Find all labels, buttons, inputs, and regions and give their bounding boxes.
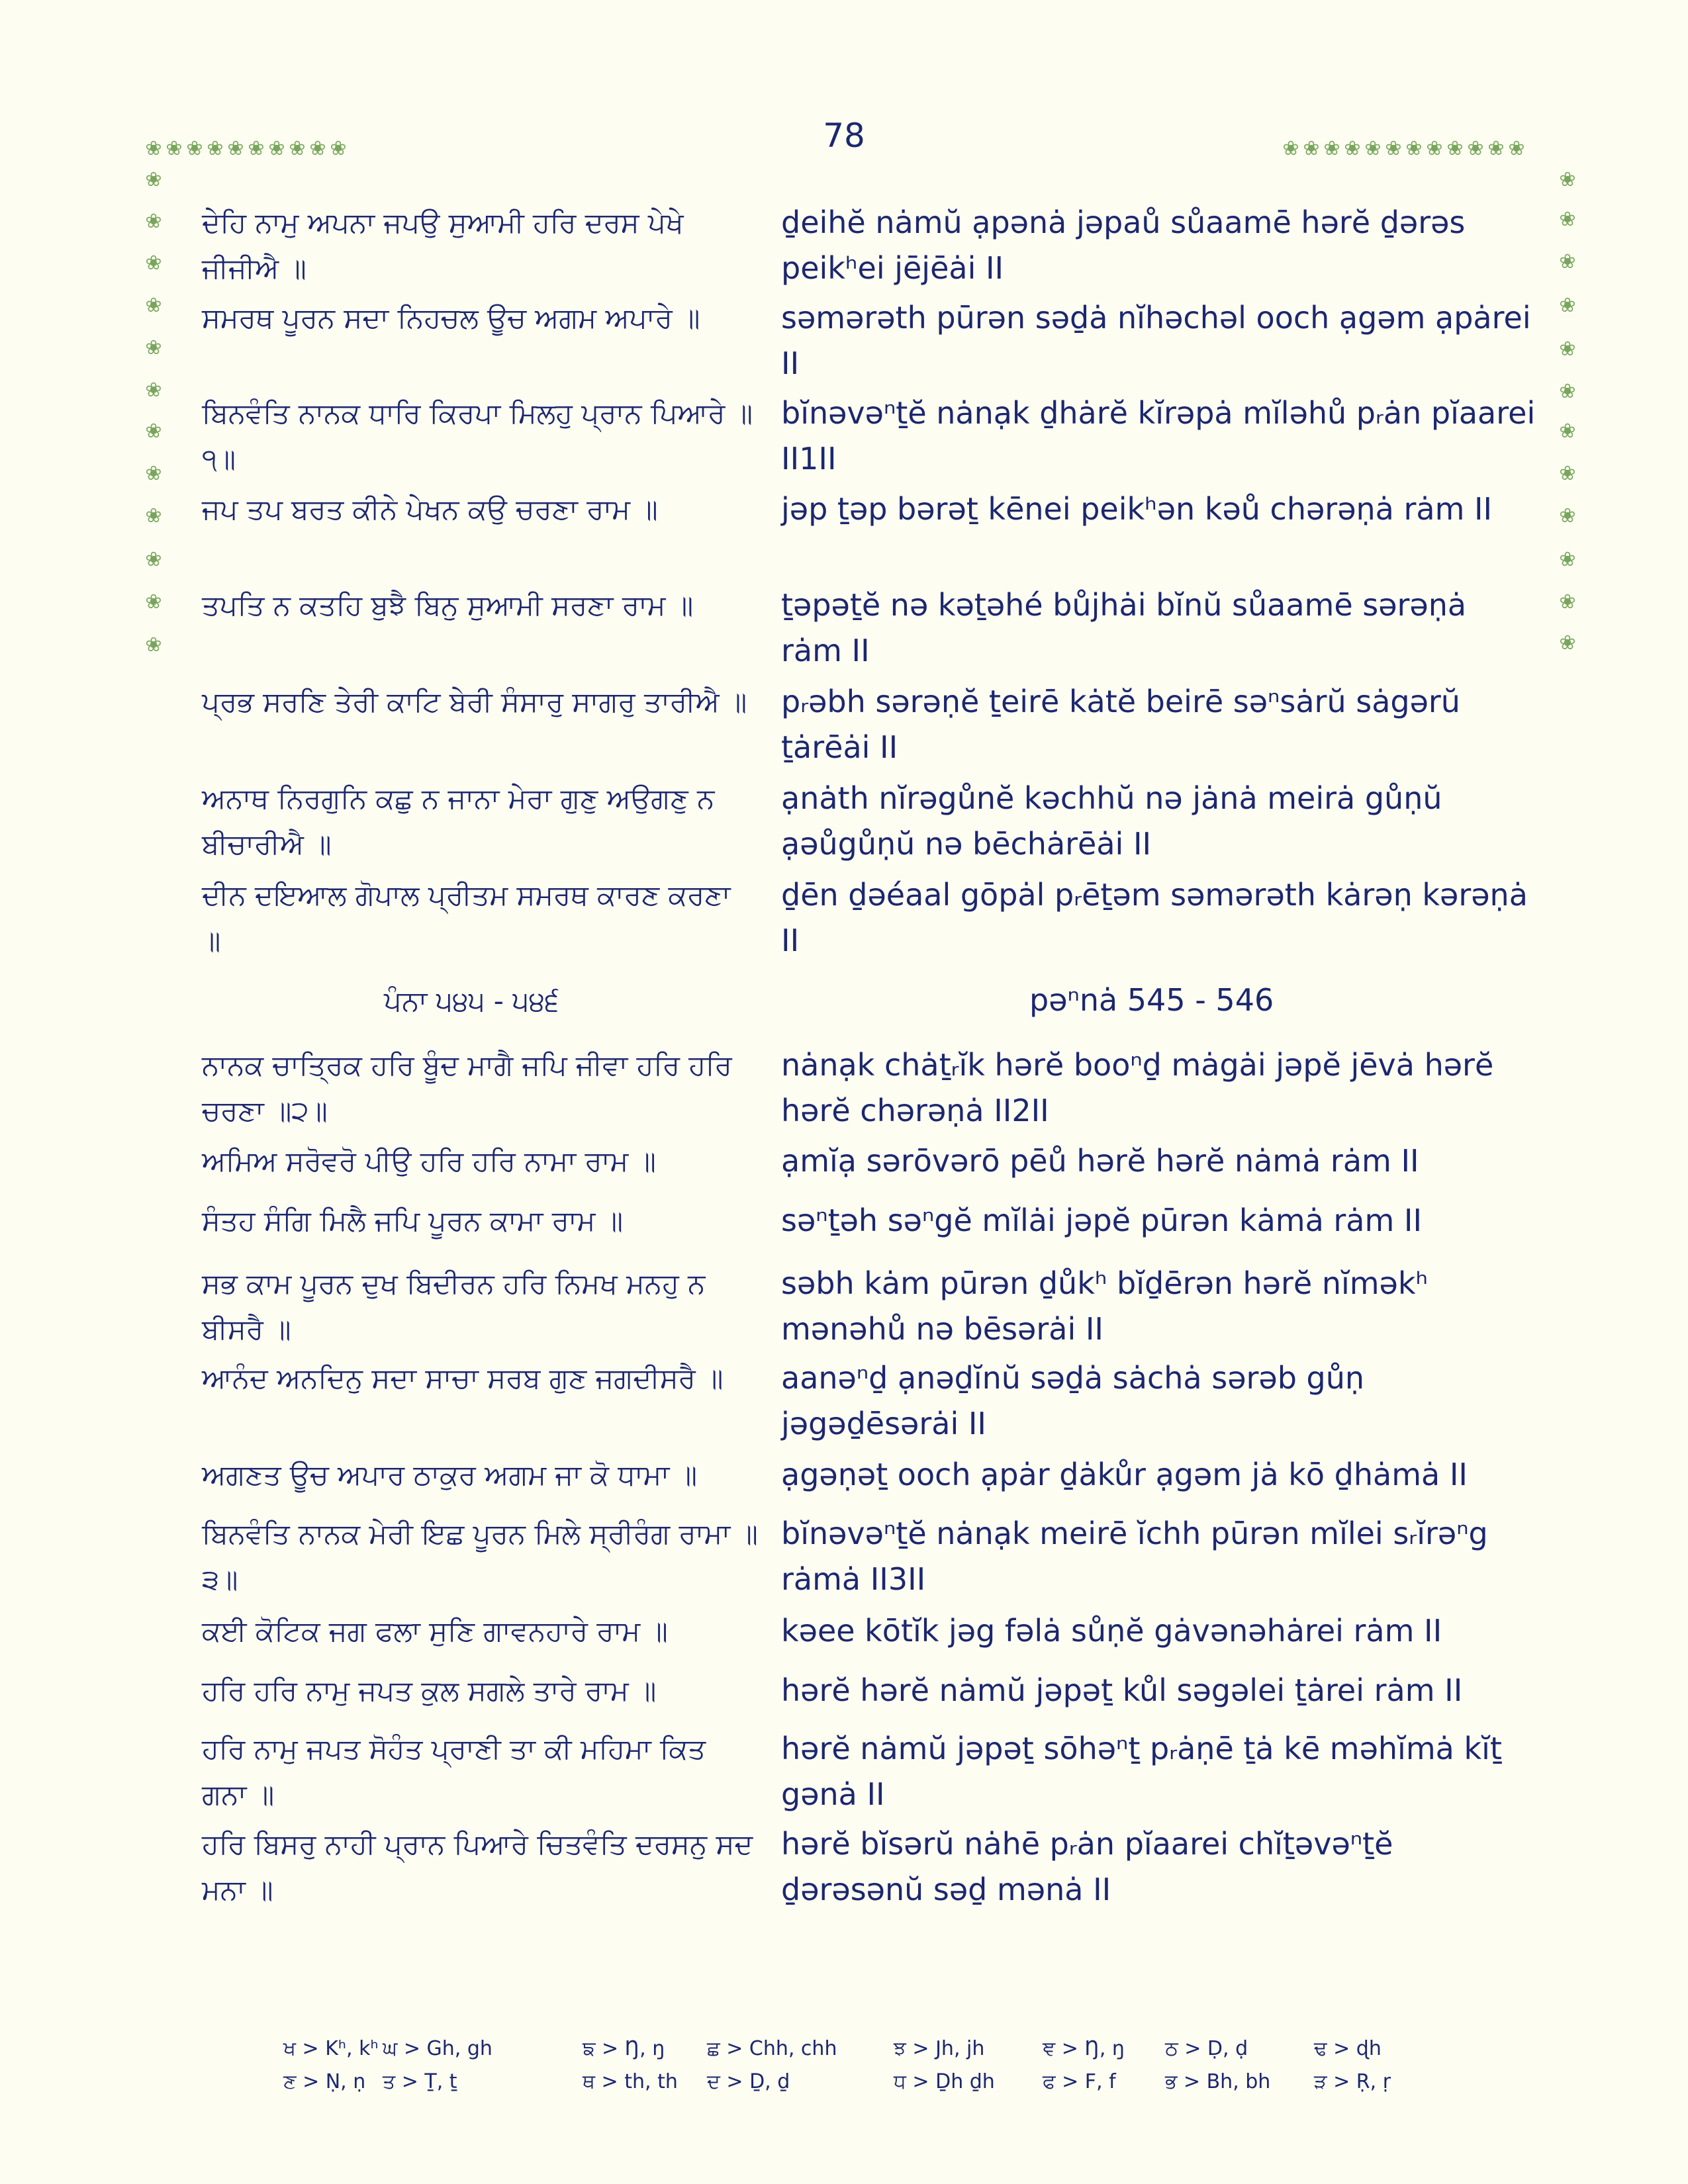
- flower-icon: ❀: [1559, 420, 1576, 443]
- verse-gurmukhi: ਸਮਰਥ ਪੂਰਨ ਸਦਾ ਨਿਹਚਲ ਊਚ ਅਗਮ ਅਪਾਰੇ ॥: [202, 302, 700, 334]
- verse-gurmukhi: ਸਭ ਕਾਮ ਪੂਰਨ ਦੁਖ ਬਿਦੀਰਨ ਹਰਿ ਨਿਮਖ ਮਨਹੁ ਨ ਬੀਸਰੈ ॥: [202, 1267, 706, 1345]
- flower-icon: ❀: [1559, 504, 1576, 527]
- verse-gurmukhi: ਜਪ ਤਪ ਬਰਤ ਕੀਨੇ ਪੇਖਨ ਕਉ ਚਰਣਾ ਰਾਮ ॥: [202, 493, 658, 525]
- flower-icon: ❀: [227, 137, 244, 160]
- legend-item: ਛ > Chh, chh: [707, 2037, 837, 2060]
- flower-icon: ❀: [145, 504, 162, 527]
- flower-icon: ❀: [1559, 294, 1576, 317]
- flower-icon: ❀: [1508, 137, 1525, 160]
- verse-gurmukhi: ਪ੍ਰਭ ਸਰਣਿ ਤੇਰੀ ਕਾਟਿ ਬੇਰੀ ਸੰਸਾਰੁ ਸਾਗਰੁ ਤਾਰੀਐ ॥: [202, 686, 747, 718]
- legend-item: ੜ > Ṛ, ṛ: [1314, 2070, 1391, 2093]
- flower-icon: ❀: [1405, 137, 1423, 160]
- flower-icon: ❀: [145, 336, 162, 359]
- flower-icon: ❀: [1344, 137, 1361, 160]
- flower-icon: ❀: [145, 590, 162, 614]
- verse-transliteration: ạmĭạ sərōvərō pēů hərĕ hərĕ nȧmȧ rȧm II: [781, 1143, 1419, 1179]
- flower-icon: ❀: [1426, 137, 1443, 160]
- verse-transliteration: ḏeihĕ nȧmŭ ạpənȧ jəpaů sůaamē hərĕ ḏərəs peikʰei jējēȧi II: [781, 205, 1466, 286]
- flower-icon: ❀: [1303, 137, 1320, 160]
- verse-gurmukhi: ਅਗਣਤ ਊਚ ਅਪਾਰ ਠਾਕੁਰ ਅਗਮ ਜਾ ਕੋ ਧਾਮਾ ॥: [202, 1459, 698, 1491]
- flower-icon: ❀: [1559, 590, 1576, 614]
- verse-gurmukhi: ਹਰਿ ਹਰਿ ਨਾਮੁ ਜਪਤ ਕੁਲ ਸਗਲੇ ਤਾਰੇ ਰਾਮ ॥: [202, 1674, 657, 1707]
- flower-icon: ❀: [1559, 250, 1576, 273]
- verse-gurmukhi: ਹਰਿ ਬਿਸਰੁ ਨਾਹੀ ਪ੍ਰਾਨ ਪਿਆਰੇ ਚਿਤਵੰਤਿ ਦਰਸਨੁ ਸਦ ਮਨਾ ॥: [202, 1828, 753, 1906]
- flower-icon: ❀: [289, 137, 306, 160]
- flower-icon: ❀: [1559, 338, 1576, 361]
- verse-gurmukhi: ਦੀਨ ਦਇਆਲ ਗੋਪਾਲ ਪ੍ਰੀਤਮ ਸਮਰਥ ਕਾਰਣ ਕਰਣਾ ॥: [202, 879, 731, 957]
- flower-icon: ❀: [1446, 137, 1464, 160]
- verse-gurmukhi: ਕਈ ਕੋਟਿਕ ਜਗ ਫਲਾ ਸੁਣਿ ਗਾਵਨਹਾਰੇ ਰਾਮ ॥: [202, 1615, 668, 1647]
- flower-icon: ❀: [145, 294, 162, 317]
- flower-icon: ❀: [145, 210, 162, 233]
- legend-item: ਢ > ɖh: [1314, 2037, 1382, 2060]
- verse-transliteration: bĭnəvəⁿṯĕ nȧnạk meirē ĭchh pūrən mĭlei sᵣĭrəⁿg rȧmȧ II3II: [781, 1516, 1488, 1597]
- flower-icon: ❀: [145, 633, 162, 657]
- page-ref-gurmukhi: ਪੰਨਾ ੫੪੫ - ੫੪੬: [384, 985, 559, 1017]
- verse-transliteration: ḏēn ḏəéaal gōpȧl pᵣēṯəm səmərəth kȧrəṇ kərəṇȧ II: [781, 877, 1528, 958]
- legend-item: ਠ > Ḍ, ḍ: [1165, 2037, 1248, 2060]
- legend-item: ਘ > Gh, gh: [383, 2037, 492, 2060]
- legend-item: ਫ > F, f: [1043, 2070, 1116, 2093]
- legend-item: ਤ > Ṯ, ṯ: [383, 2070, 457, 2093]
- flower-icon: ❀: [145, 379, 162, 402]
- flower-icon: ❀: [145, 462, 162, 485]
- flower-icon: ❀: [1282, 137, 1299, 160]
- verse-gurmukhi: ਹਰਿ ਨਾਮੁ ਜਪਤ ਸੋਹੰਤ ਪ੍ਰਾਣੀ ਤਾ ਕੀ ਮਹਿਮਾ ਕਿਤ ਗਨਾ ॥: [202, 1733, 706, 1811]
- legend-item: ਭ > Bh, bh: [1165, 2070, 1271, 2093]
- flower-icon: ❀: [145, 137, 162, 160]
- page-number: 78: [823, 116, 865, 155]
- flower-icon: ❀: [1323, 137, 1340, 160]
- flower-icon: ❀: [145, 548, 162, 571]
- flower-icon: ❀: [1559, 462, 1576, 485]
- verse-gurmukhi: ਆਨੰਦ ਅਨਦਿਨੁ ਸਦਾ ਸਾਚਾ ਸਰਬ ਗੁਣ ਜਗਦੀਸਰੈ ॥: [202, 1362, 724, 1394]
- flower-icon: ❀: [145, 168, 162, 191]
- flower-icon: ❀: [1364, 137, 1382, 160]
- verse-gurmukhi: ਸੰਤਹ ਸੰਗਿ ਮਿਲੈ ਜਪਿ ਪੂਰਨ ਕਾਮਾ ਰਾਮ ॥: [202, 1205, 624, 1237]
- verse-transliteration: hərĕ nȧmŭ jəpəṯ sōhəⁿṯ pᵣȧṇē ṯȧ kē məhĭmȧ kĭṯ gənȧ II: [781, 1731, 1502, 1812]
- verse-transliteration: səmərəth pūrən səḏȧ nĭhəchəl ooch ạgəm ạpȧrei II: [781, 300, 1531, 381]
- verse-transliteration: nȧnạk chȧṯᵣĭk hərĕ booⁿḏ mȧgȧi jəpĕ jēvȧ hərĕ hərĕ chərəṇȧ II2II: [781, 1047, 1494, 1128]
- legend-item: ਥ > th, th: [583, 2070, 678, 2093]
- flower-icon: ❀: [1559, 631, 1576, 655]
- flower-icon: ❀: [1385, 137, 1402, 160]
- flower-icon: ❀: [1559, 548, 1576, 571]
- verse-gurmukhi: ਬਿਨਵੰਤਿ ਨਾਨਕ ਮੇਰੀ ਇਛ ਪੂਰਨ ਮਿਲੇ ਸ੍ਰੀਰੰਗ ਰਾਮਾ ॥੩॥: [202, 1518, 758, 1596]
- legend-item: ਞ > Ŋ, ŋ: [1043, 2037, 1125, 2060]
- verse-gurmukhi: ਨਾਨਕ ਚਾਤ੍ਰਿਕ ਹਰਿ ਬੂੰਦ ਮਾਗੈ ਜਪਿ ਜੀਵਾ ਹਰਿ ਹਰਿ ਚਰਣਾ ॥੨॥: [202, 1049, 732, 1127]
- verse-transliteration: pᵣəbh sərəṇĕ ṯeirē kȧtĕ beirē səⁿsȧrŭ sȧgərŭ ṯȧrēȧi II: [781, 684, 1460, 765]
- flower-icon: ❀: [330, 137, 347, 160]
- verse-transliteration: kəee kōtĭk jəg fəlȧ sůṇĕ gȧvənəhȧrei rȧm II: [781, 1613, 1442, 1649]
- legend-item: ਝ > Jh, jh: [894, 2037, 985, 2060]
- flower-icon: ❀: [186, 137, 203, 160]
- verse-transliteration: jəp ṯəp bərəṯ kēnei peikʰən kəů chərəṇȧ rȧm II: [781, 491, 1493, 527]
- flower-icon: ❀: [268, 137, 285, 160]
- flower-icon: ❀: [248, 137, 265, 160]
- verse-transliteration: ṯəpəṯĕ nə kəṯəhé bůjhȧi bĭnŭ sůaamē sərəṇȧ rȧm II: [781, 587, 1467, 668]
- verse-transliteration: hərĕ hərĕ nȧmŭ jəpəṯ kůl səgəlei ṯȧrei rȧm II: [781, 1672, 1463, 1708]
- legend-item: ਦ > Ḏ, ḏ: [707, 2070, 790, 2093]
- flower-icon: ❀: [1559, 208, 1576, 231]
- legend-item: ਙ > Ŋ, ŋ: [583, 2037, 665, 2060]
- flower-icon: ❀: [145, 420, 162, 443]
- flower-icon: ❀: [207, 137, 224, 160]
- verse-transliteration: ạgəṇəṯ ooch ạpȧr ḏȧkůr ạgəm jȧ kō ḏhȧmȧ II: [781, 1457, 1468, 1492]
- legend-item: ਖ > Kʰ, kʰ: [283, 2037, 379, 2060]
- verse-transliteration: səⁿṯəh səⁿgĕ mĭlȧi jəpĕ pūrən kȧmȧ rȧm II: [781, 1203, 1423, 1238]
- verse-gurmukhi: ਅਮਿਅ ਸਰੋਵਰੋ ਪੀਉ ਹਰਿ ਹਰਿ ਨਾਮਾ ਰਾਮ ॥: [202, 1145, 656, 1177]
- verse-gurmukhi: ਤਪਤਿ ਨ ਕਤਹਿ ਬੁਝੈ ਬਿਨੁ ਸੁਆਮੀ ਸਰਣਾ ਰਾਮ ॥: [202, 589, 694, 621]
- legend-item: ਣ > Ṇ, ṇ: [283, 2070, 366, 2093]
- verse-gurmukhi: ਅਨਾਥ ਨਿਰਗੁਨਿ ਕਛੁ ਨ ਜਾਨਾ ਮੇਰਾ ਗੁਣੁ ਅਉਗਣੁ ਨ ਬੀਚਾਰੀਐ ॥: [202, 782, 715, 860]
- verse-gurmukhi: ਦੇਹਿ ਨਾਮੁ ਅਪਨਾ ਜਪਉ ਸੁਆਮੀ ਹਰਿ ਦਰਸ ਪੇਖੇ ਜੀਜੀਐ ॥: [202, 206, 684, 285]
- verse-transliteration: hərĕ bĭsərŭ nȧhē pᵣȧn pĭaarei chĭṯəvəⁿṯĕ ḏərəsənŭ səḏ mənȧ II: [781, 1826, 1393, 1907]
- flower-icon: ❀: [309, 137, 326, 160]
- verse-transliteration: səbh kȧm pūrən ḏůkʰ bĭḏērən hərĕ nĭməkʰ mənəhů nə bēsərȧi II: [781, 1265, 1429, 1347]
- page-ref-translit: pəⁿnȧ 545 - 546: [1029, 982, 1274, 1018]
- flower-icon: ❀: [1559, 380, 1576, 403]
- flower-icon: ❀: [1487, 137, 1505, 160]
- verse-transliteration: ạnȧth nĭrəgůnĕ kəchhŭ nə jȧnȧ meirȧ gůṇŭ ạəůgůṇŭ nə bēchȧrēȧi II: [781, 780, 1442, 862]
- flower-icon: ❀: [1559, 168, 1576, 191]
- verse-transliteration: aanəⁿḏ ạnəḏĭnŭ səḏȧ sȧchȧ sərəb gůṇ jəgəḏēsərȧi II: [781, 1360, 1365, 1441]
- flower-icon: ❀: [165, 137, 183, 160]
- verse-gurmukhi: ਬਿਨਵੰਤਿ ਨਾਨਕ ਧਾਰਿ ਕਿਰਪਾ ਮਿਲਹੁ ਪ੍ਰਾਨ ਪਿਆਰੇ ॥੧॥: [202, 397, 753, 475]
- flower-icon: ❀: [145, 251, 162, 275]
- flower-icon: ❀: [1467, 137, 1484, 160]
- legend-item: ਧ > Ḏh ḏh: [894, 2070, 995, 2093]
- verse-transliteration: bĭnəvəⁿṯĕ nȧnạk ḏhȧrĕ kĭrəpȧ mĭləhů pᵣȧn pĭaarei II1II: [781, 395, 1536, 477]
